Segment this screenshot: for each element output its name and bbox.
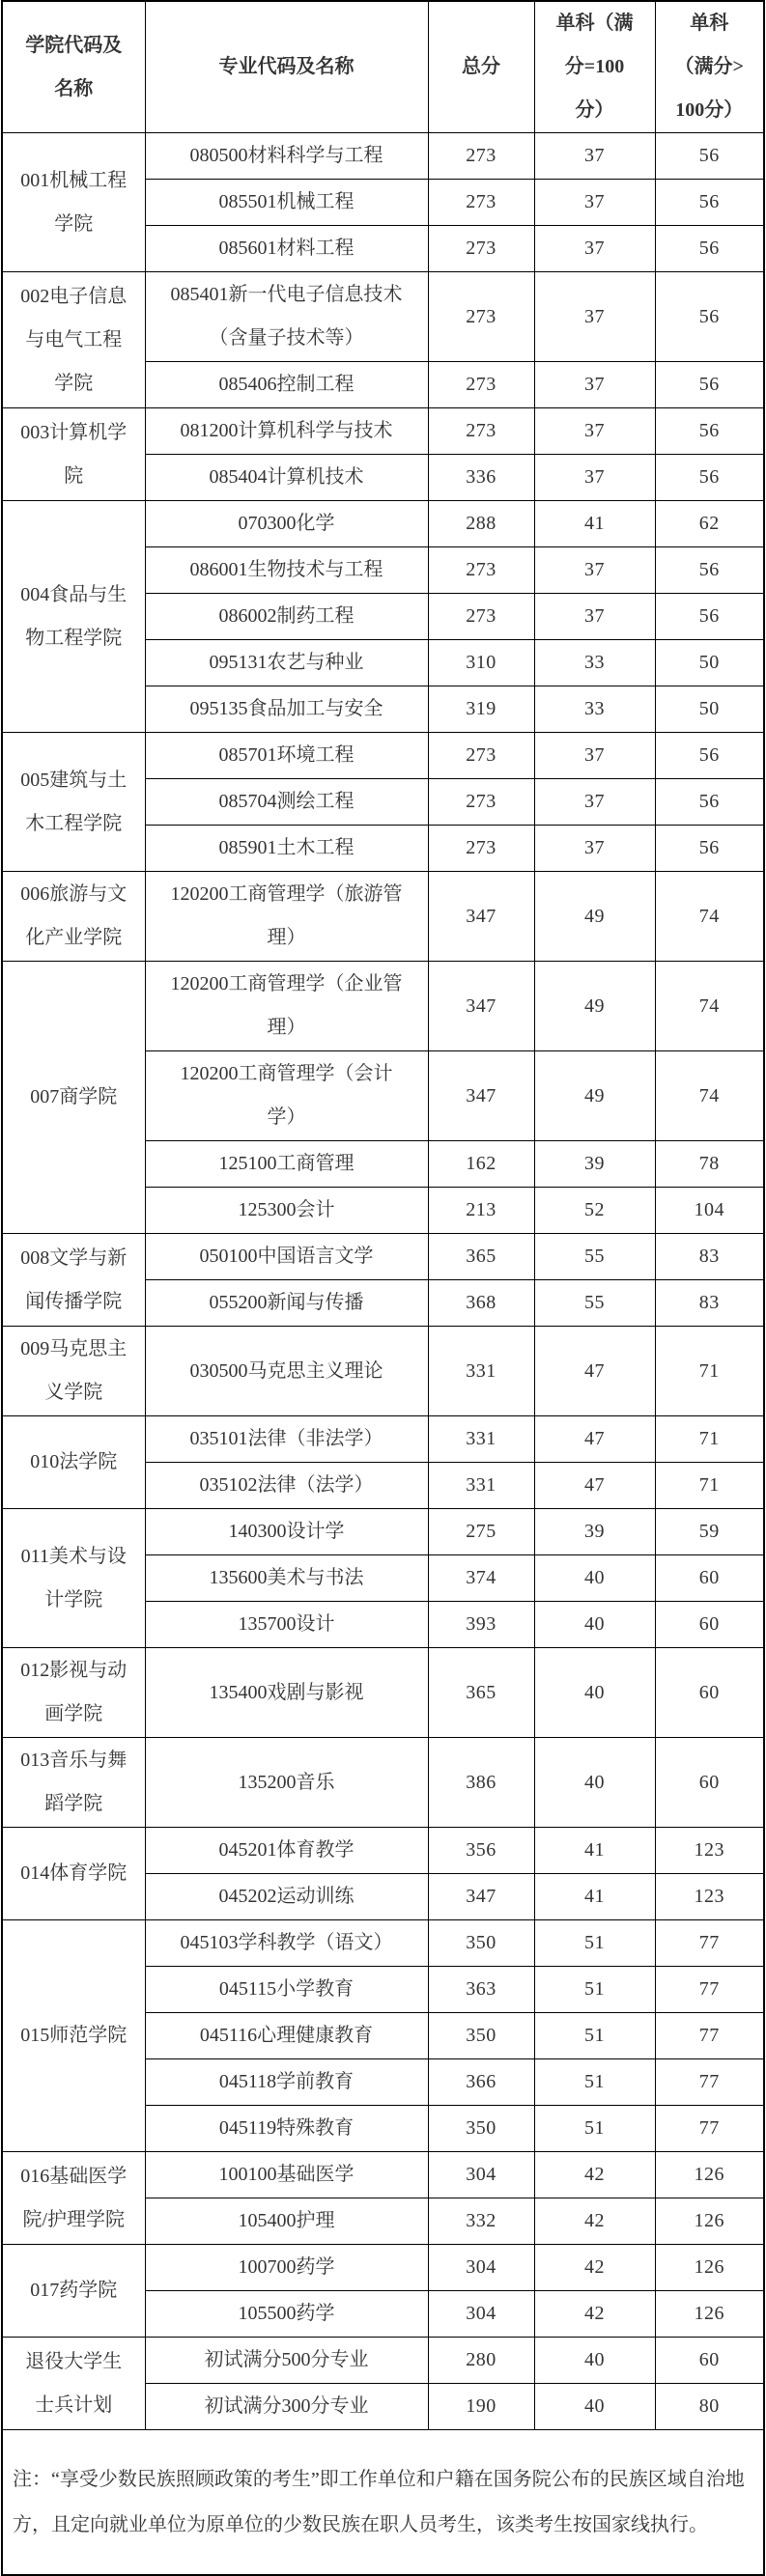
program-cell: 085901土木工程 <box>145 826 428 872</box>
total-score-cell: 347 <box>428 1051 534 1141</box>
program-cell: 035102法律（法学） <box>145 1463 428 1509</box>
total-score-cell: 273 <box>428 826 534 872</box>
total-score-cell: 386 <box>428 1738 534 1828</box>
program-cell: 085501机械工程 <box>145 180 428 226</box>
score-row <box>2 2338 764 2384</box>
total-score-cell: 350 <box>428 2013 534 2059</box>
total-score-cell: 304 <box>428 2245 534 2291</box>
total-score-cell: 368 <box>428 1280 534 1327</box>
program-cell: 050100中国语言文学 <box>145 1234 428 1280</box>
single-subject-eq-100-cell: 37 <box>534 272 655 362</box>
college-cell: 009马克思主义学院 <box>2 1327 145 1416</box>
program-cell: 070300化学 <box>145 501 428 547</box>
total-score-cell: 310 <box>428 640 534 686</box>
single-subject-eq-100-cell: 40 <box>534 1648 655 1738</box>
total-score-cell: 363 <box>428 1967 534 2013</box>
single-subject-gt-100-cell: 80 <box>655 2384 764 2430</box>
program-cell: 140300设计学 <box>145 1509 428 1555</box>
total-score-cell: 331 <box>428 1416 534 1463</box>
table-footer <box>2 2430 764 2576</box>
single-subject-gt-100-cell: 50 <box>655 686 764 733</box>
program-cell: 105500药学 <box>145 2291 428 2338</box>
single-subject-eq-100-cell: 52 <box>534 1188 655 1234</box>
score-row <box>2 133 764 180</box>
score-row <box>2 1327 764 1416</box>
score-row <box>2 1920 764 1967</box>
program-cell: 086001生物技术与工程 <box>145 547 428 594</box>
college-cell: 012影视与动画学院 <box>2 1648 145 1738</box>
single-subject-gt-100-cell: 56 <box>655 272 764 362</box>
admission-score-table <box>1 0 765 2576</box>
single-subject-gt-100-cell: 62 <box>655 501 764 547</box>
program-cell: 045115小学教育 <box>145 1967 428 2013</box>
college-cell: 006旅游与文化产业学院 <box>2 872 145 962</box>
single-subject-gt-100-cell: 74 <box>655 962 764 1051</box>
score-row <box>2 1509 764 1555</box>
single-subject-eq-100-cell: 37 <box>534 408 655 455</box>
single-subject-eq-100-cell: 55 <box>534 1234 655 1280</box>
single-subject-gt-100-cell: 83 <box>655 1234 764 1280</box>
single-subject-gt-100-cell: 74 <box>655 1051 764 1141</box>
single-subject-eq-100-cell: 51 <box>534 1967 655 2013</box>
program-cell: 030500马克思主义理论 <box>145 1327 428 1416</box>
single-subject-eq-100-cell: 40 <box>534 1738 655 1828</box>
single-subject-eq-100-cell: 40 <box>534 2384 655 2430</box>
score-row <box>2 408 764 455</box>
total-score-cell: 273 <box>428 547 534 594</box>
single-subject-eq-100-cell: 41 <box>534 1828 655 1874</box>
total-score-cell: 365 <box>428 1234 534 1280</box>
single-subject-gt-100-cell: 77 <box>655 2013 764 2059</box>
single-subject-eq-100-cell: 37 <box>534 779 655 826</box>
total-score-cell: 273 <box>428 133 534 180</box>
single-subject-eq-100-cell: 33 <box>534 640 655 686</box>
program-cell: 135600美术与书法 <box>145 1555 428 1602</box>
total-score-cell: 273 <box>428 180 534 226</box>
program-cell: 135200音乐 <box>145 1738 428 1828</box>
total-score-cell: 162 <box>428 1141 534 1188</box>
program-cell: 045202运动训练 <box>145 1874 428 1920</box>
program-cell: 095131农艺与种业 <box>145 640 428 686</box>
program-cell: 045119特殊教育 <box>145 2106 428 2152</box>
score-row <box>2 1416 764 1463</box>
single-subject-eq-100-cell: 47 <box>534 1463 655 1509</box>
single-subject-gt-100-cell: 78 <box>655 1141 764 1188</box>
single-subject-gt-100-cell: 83 <box>655 1280 764 1327</box>
score-row <box>2 2245 764 2291</box>
score-table-body <box>2 133 764 2430</box>
score-row <box>2 1234 764 1280</box>
college-cell: 014体育学院 <box>2 1828 145 1920</box>
program-cell: 035101法律（非法学） <box>145 1416 428 1463</box>
single-subject-eq-100-cell: 47 <box>534 1327 655 1416</box>
total-score-cell: 356 <box>428 1828 534 1874</box>
college-cell: 015师范学院 <box>2 1920 145 2152</box>
total-score-cell: 347 <box>428 872 534 962</box>
single-subject-gt-100-cell: 60 <box>655 1738 764 1828</box>
single-subject-eq-100-cell: 47 <box>534 1416 655 1463</box>
single-subject-eq-100-cell: 42 <box>534 2152 655 2198</box>
single-subject-eq-100-cell: 49 <box>534 962 655 1051</box>
single-subject-eq-100-cell: 39 <box>534 1509 655 1555</box>
single-subject-gt-100-cell: 123 <box>655 1828 764 1874</box>
single-subject-eq-100-cell: 37 <box>534 733 655 779</box>
program-cell: 045118学前教育 <box>145 2059 428 2106</box>
total-score-cell: 393 <box>428 1602 534 1648</box>
program-cell: 100700药学 <box>145 2245 428 2291</box>
total-score-cell: 304 <box>428 2152 534 2198</box>
score-row <box>2 501 764 547</box>
college-cell: 001机械工程学院 <box>2 133 145 272</box>
program-cell: 045201体育教学 <box>145 1828 428 1874</box>
single-subject-gt-100-cell: 56 <box>655 226 764 272</box>
total-score-cell: 273 <box>428 408 534 455</box>
program-cell: 086002制药工程 <box>145 594 428 640</box>
single-subject-eq-100-cell: 39 <box>534 1141 655 1188</box>
header-row <box>2 1 764 133</box>
total-score-cell: 275 <box>428 1509 534 1555</box>
program-cell: 初试满分300分专业 <box>145 2384 428 2430</box>
single-subject-gt-100-cell: 56 <box>655 779 764 826</box>
header-program-code-name: 专业代码及名称 <box>145 1 428 133</box>
score-row <box>2 1828 764 1874</box>
table-header <box>2 1 764 133</box>
single-subject-eq-100-cell: 55 <box>534 1280 655 1327</box>
single-subject-gt-100-cell: 71 <box>655 1416 764 1463</box>
single-subject-gt-100-cell: 77 <box>655 2106 764 2152</box>
total-score-cell: 213 <box>428 1188 534 1234</box>
single-subject-eq-100-cell: 51 <box>534 1920 655 1967</box>
total-score-cell: 365 <box>428 1648 534 1738</box>
single-subject-gt-100-cell: 71 <box>655 1327 764 1416</box>
single-subject-gt-100-cell: 60 <box>655 1602 764 1648</box>
program-cell: 100100基础医学 <box>145 2152 428 2198</box>
single-subject-eq-100-cell: 40 <box>534 1602 655 1648</box>
single-subject-eq-100-cell: 37 <box>534 133 655 180</box>
program-cell: 081200计算机科学与技术 <box>145 408 428 455</box>
single-subject-eq-100-cell: 37 <box>534 594 655 640</box>
college-cell: 002电子信息与电气工程学院 <box>2 272 145 408</box>
total-score-cell: 347 <box>428 962 534 1051</box>
program-cell: 045103学科教学（语文） <box>145 1920 428 1967</box>
score-row <box>2 272 764 362</box>
total-score-cell: 288 <box>428 501 534 547</box>
college-cell: 退役大学生士兵计划 <box>2 2338 145 2430</box>
program-cell: 120200工商管理学（旅游管理） <box>145 872 428 962</box>
single-subject-gt-100-cell: 60 <box>655 1555 764 1602</box>
score-row <box>2 872 764 962</box>
total-score-cell: 366 <box>428 2059 534 2106</box>
single-subject-gt-100-cell: 123 <box>655 1874 764 1920</box>
single-subject-gt-100-cell: 74 <box>655 872 764 962</box>
single-subject-gt-100-cell: 56 <box>655 547 764 594</box>
total-score-cell: 280 <box>428 2338 534 2384</box>
college-cell: 011美术与设计学院 <box>2 1509 145 1648</box>
single-subject-eq-100-cell: 49 <box>534 872 655 962</box>
single-subject-eq-100-cell: 37 <box>534 455 655 501</box>
college-cell: 005建筑与土木工程学院 <box>2 733 145 872</box>
single-subject-eq-100-cell: 40 <box>534 1555 655 1602</box>
single-subject-eq-100-cell: 42 <box>534 2245 655 2291</box>
program-cell: 120200工商管理学（企业管理） <box>145 962 428 1051</box>
single-subject-eq-100-cell: 42 <box>534 2291 655 2338</box>
score-row <box>2 962 764 1051</box>
total-score-cell: 331 <box>428 1463 534 1509</box>
header-single-subject-gt-100: 单科（满分>100分） <box>655 1 764 133</box>
total-score-cell: 319 <box>428 686 534 733</box>
total-score-cell: 190 <box>428 2384 534 2430</box>
single-subject-gt-100-cell: 60 <box>655 2338 764 2384</box>
header-total-score: 总分 <box>428 1 534 133</box>
college-cell: 010法学院 <box>2 1416 145 1509</box>
single-subject-gt-100-cell: 56 <box>655 455 764 501</box>
program-cell: 085401新一代电子信息技术（含量子技术等） <box>145 272 428 362</box>
score-row <box>2 2152 764 2198</box>
total-score-cell: 332 <box>428 2198 534 2245</box>
total-score-cell: 350 <box>428 1920 534 1967</box>
single-subject-eq-100-cell: 51 <box>534 2059 655 2106</box>
single-subject-gt-100-cell: 126 <box>655 2152 764 2198</box>
program-cell: 085701环境工程 <box>145 733 428 779</box>
total-score-cell: 347 <box>428 1874 534 1920</box>
program-cell: 135700设计 <box>145 1602 428 1648</box>
single-subject-gt-100-cell: 71 <box>655 1463 764 1509</box>
single-subject-eq-100-cell: 37 <box>534 826 655 872</box>
footnote-text: 注：“享受少数民族照顾政策的考生”即工作单位和户籍在国务院公布的民族区域自治地方，且定向就业单位为原单位的少数民族在职人员考生，该类考生按国家线执行。 <box>2 2430 764 2576</box>
program-cell: 085601材料工程 <box>145 226 428 272</box>
single-subject-gt-100-cell: 56 <box>655 594 764 640</box>
single-subject-eq-100-cell: 33 <box>534 686 655 733</box>
total-score-cell: 336 <box>428 455 534 501</box>
single-subject-gt-100-cell: 77 <box>655 1967 764 2013</box>
single-subject-gt-100-cell: 126 <box>655 2291 764 2338</box>
program-cell: 125300会计 <box>145 1188 428 1234</box>
program-cell: 045116心理健康教育 <box>145 2013 428 2059</box>
single-subject-gt-100-cell: 56 <box>655 826 764 872</box>
single-subject-gt-100-cell: 56 <box>655 133 764 180</box>
total-score-cell: 273 <box>428 779 534 826</box>
program-cell: 085404计算机技术 <box>145 455 428 501</box>
program-cell: 085406控制工程 <box>145 362 428 408</box>
note-row <box>2 2430 764 2576</box>
single-subject-eq-100-cell: 42 <box>534 2198 655 2245</box>
total-score-cell: 273 <box>428 594 534 640</box>
score-row <box>2 1738 764 1828</box>
total-score-cell: 350 <box>428 2106 534 2152</box>
program-cell: 120200工商管理学（会计学） <box>145 1051 428 1141</box>
total-score-cell: 273 <box>428 226 534 272</box>
header-single-subject-eq-100: 单科（满分=100分） <box>534 1 655 133</box>
single-subject-eq-100-cell: 37 <box>534 547 655 594</box>
single-subject-eq-100-cell: 37 <box>534 180 655 226</box>
program-cell: 135400戏剧与影视 <box>145 1648 428 1738</box>
total-score-cell: 374 <box>428 1555 534 1602</box>
single-subject-eq-100-cell: 51 <box>534 2106 655 2152</box>
score-row <box>2 733 764 779</box>
single-subject-gt-100-cell: 126 <box>655 2245 764 2291</box>
program-cell: 095135食品加工与安全 <box>145 686 428 733</box>
single-subject-gt-100-cell: 104 <box>655 1188 764 1234</box>
program-cell: 085704测绘工程 <box>145 779 428 826</box>
college-cell: 016基础医学院/护理学院 <box>2 2152 145 2245</box>
college-cell: 007商学院 <box>2 962 145 1234</box>
single-subject-gt-100-cell: 56 <box>655 362 764 408</box>
single-subject-eq-100-cell: 51 <box>534 2013 655 2059</box>
program-cell: 初试满分500分专业 <box>145 2338 428 2384</box>
college-cell: 013音乐与舞蹈学院 <box>2 1738 145 1828</box>
single-subject-gt-100-cell: 56 <box>655 733 764 779</box>
single-subject-gt-100-cell: 50 <box>655 640 764 686</box>
program-cell: 080500材料科学与工程 <box>145 133 428 180</box>
single-subject-gt-100-cell: 77 <box>655 1920 764 1967</box>
single-subject-eq-100-cell: 49 <box>534 1051 655 1141</box>
program-cell: 055200新闻与传播 <box>145 1280 428 1327</box>
single-subject-gt-100-cell: 126 <box>655 2198 764 2245</box>
program-cell: 105400护理 <box>145 2198 428 2245</box>
single-subject-eq-100-cell: 37 <box>534 226 655 272</box>
program-cell: 125100工商管理 <box>145 1141 428 1188</box>
college-cell: 008文学与新闻传播学院 <box>2 1234 145 1327</box>
single-subject-gt-100-cell: 60 <box>655 1648 764 1738</box>
single-subject-gt-100-cell: 59 <box>655 1509 764 1555</box>
single-subject-eq-100-cell: 40 <box>534 2338 655 2384</box>
college-cell: 004食品与生物工程学院 <box>2 501 145 733</box>
single-subject-gt-100-cell: 56 <box>655 180 764 226</box>
total-score-cell: 273 <box>428 362 534 408</box>
single-subject-eq-100-cell: 37 <box>534 362 655 408</box>
total-score-cell: 273 <box>428 733 534 779</box>
single-subject-eq-100-cell: 41 <box>534 501 655 547</box>
total-score-cell: 273 <box>428 272 534 362</box>
score-row <box>2 1648 764 1738</box>
total-score-cell: 304 <box>428 2291 534 2338</box>
single-subject-eq-100-cell: 41 <box>534 1874 655 1920</box>
college-cell: 003计算机学院 <box>2 408 145 501</box>
header-college-code-name: 学院代码及名称 <box>2 1 145 133</box>
college-cell: 017药学院 <box>2 2245 145 2338</box>
single-subject-gt-100-cell: 56 <box>655 408 764 455</box>
single-subject-gt-100-cell: 77 <box>655 2059 764 2106</box>
total-score-cell: 331 <box>428 1327 534 1416</box>
